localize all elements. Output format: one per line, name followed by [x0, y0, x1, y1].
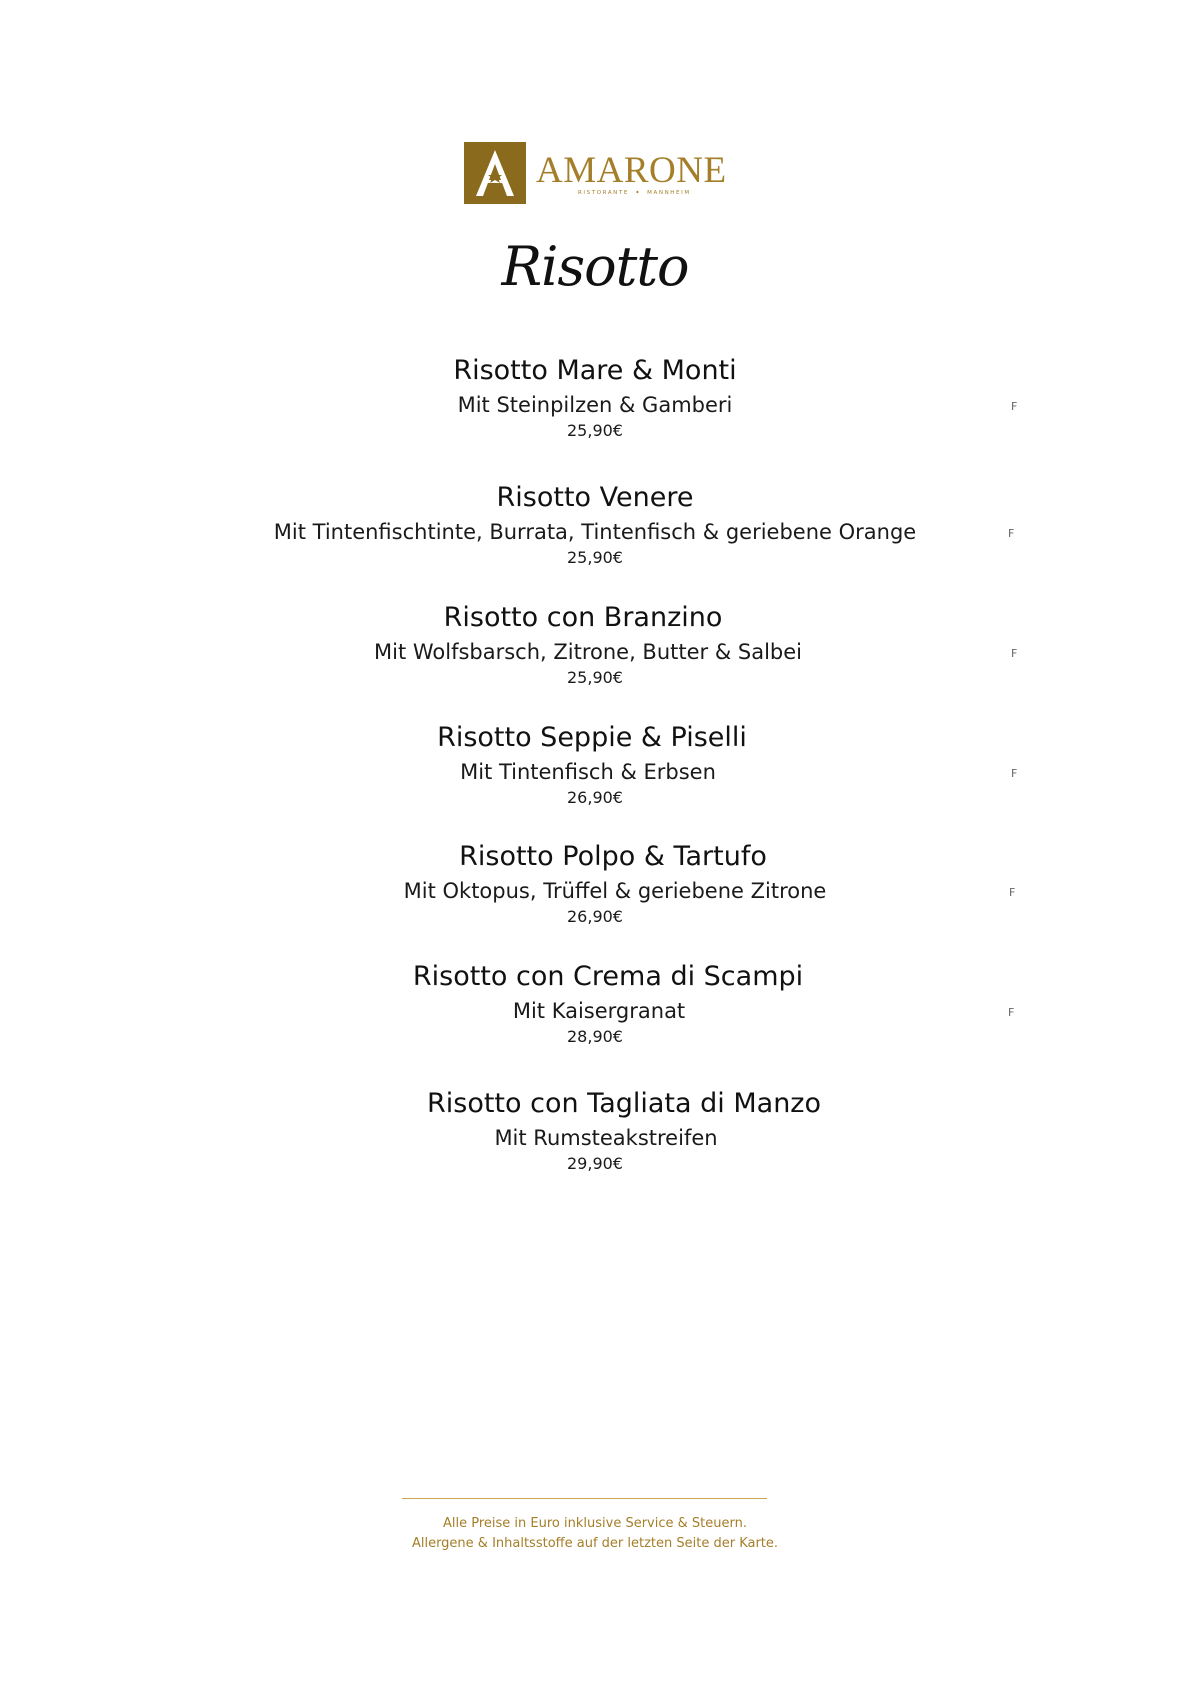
logo-sub-left: RISTORANTE: [578, 190, 629, 196]
item-price: 29,90€: [567, 1154, 623, 1173]
logo-wordmark: AMARONE: [536, 150, 727, 191]
star-icon: ✦: [634, 190, 642, 196]
allergen-code: F: [1008, 527, 1015, 540]
logo-sub-right: MANNHEIM: [647, 190, 691, 196]
item-price: 26,90€: [567, 788, 623, 807]
allergen-code: F: [1011, 400, 1018, 413]
item-name: Risotto con Branzino: [443, 602, 723, 633]
item-description: Mit Rumsteakstreifen: [494, 1126, 718, 1150]
footer-divider: [402, 1498, 767, 1499]
allergen-code: F: [1008, 1006, 1015, 1019]
logo-subline: [578, 190, 691, 196]
footer-note-prices: Alle Preise in Euro inklusive Service & Steuern.: [443, 1516, 747, 1531]
item-price: 25,90€: [567, 548, 623, 567]
item-description: Mit Tintenfischtinte, Burrata, Tintenfisch & geriebene Orange: [273, 520, 917, 544]
allergen-code: F: [1011, 647, 1018, 660]
logo-monogram: [464, 142, 526, 204]
restaurant-logo: [464, 142, 744, 205]
item-price: 26,90€: [567, 907, 623, 926]
item-description: Mit Wolfsbarsch, Zitrone, Butter & Salbei: [373, 640, 803, 664]
item-name: Risotto Venere: [496, 482, 694, 513]
page-title: Risotto: [501, 235, 689, 298]
item-name: Risotto Mare & Monti: [453, 355, 737, 386]
monogram-a-icon: [464, 142, 526, 204]
item-name: Risotto con Crema di Scampi: [412, 961, 804, 992]
footer-note-allergens: Allergene & Inhaltsstoffe auf der letzten Seite der Karte.: [411, 1536, 779, 1551]
allergen-code: F: [1009, 886, 1016, 899]
item-description: Mit Steinpilzen & Gamberi: [457, 393, 733, 417]
item-description: Mit Tintenfisch & Erbsen: [460, 760, 716, 784]
item-price: 25,90€: [567, 668, 623, 687]
item-name: Risotto Seppie & Piselli: [437, 722, 747, 753]
item-description: Mit Kaisergranat: [512, 999, 686, 1023]
item-price: 25,90€: [567, 421, 623, 440]
item-price: 28,90€: [567, 1027, 623, 1046]
item-description: Mit Oktopus, Trüffel & geriebene Zitrone: [403, 879, 827, 903]
item-name: Risotto Polpo & Tartufo: [459, 841, 767, 872]
item-name: Risotto con Tagliata di Manzo: [426, 1088, 822, 1119]
allergen-code: F: [1011, 767, 1018, 780]
